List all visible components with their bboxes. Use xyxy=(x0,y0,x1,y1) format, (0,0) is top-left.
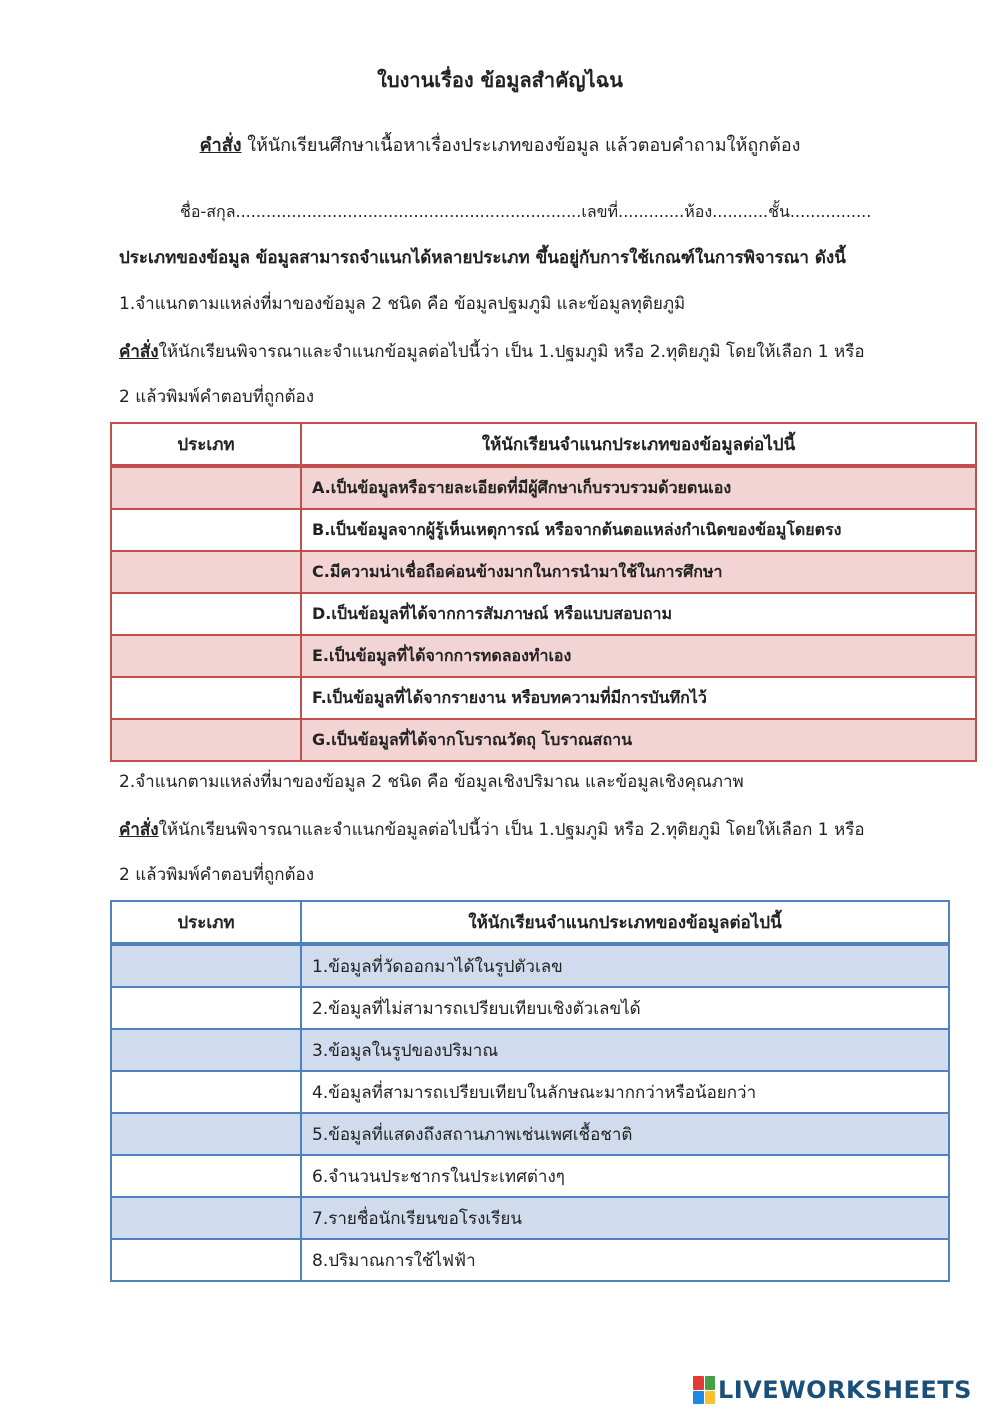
statement-cell: 4.ข้อมูลที่สามารถเปรียบเทียบในลักษณะมากกว่าหรือน้อยกว่า xyxy=(301,1071,949,1113)
statement-cell: 8.ปริมาณการใช้ไฟฟ้า xyxy=(301,1239,949,1281)
table-row xyxy=(111,635,976,677)
statement-cell: A.เป็นข้อมูลหรือรายละเอียดที่มีผู้ศึกษาเก็บรวบรวมด้วยตนเอง xyxy=(301,466,976,509)
answer-input-d[interactable] xyxy=(111,593,301,635)
table-row xyxy=(111,1113,949,1155)
col-header-type: ประเภท xyxy=(111,423,301,466)
col-header-description: ให้นักเรียนจำแนกประเภทของข้อมูลต่อไปนี้ xyxy=(301,423,976,466)
section1-instruction-cont: 2 แล้วพิมพ์คำตอบที่ถูกต้อง xyxy=(119,387,315,407)
table-header-row xyxy=(111,423,976,466)
answer-input-b[interactable] xyxy=(111,509,301,551)
statement-cell: D.เป็นข้อมูลที่ได้จากการสัมภาษณ์ หรือแบบสอบถาม xyxy=(301,593,976,635)
answer-input-4[interactable] xyxy=(111,1071,301,1113)
table-row xyxy=(111,466,976,509)
answer-input-5[interactable] xyxy=(111,1113,301,1155)
statement-cell: 7.รายชื่อนักเรียนขอโรงเรียน xyxy=(301,1197,949,1239)
answer-input-7[interactable] xyxy=(111,1197,301,1239)
statement-cell: 2.ข้อมูลที่ไม่สามารถเปรียบเทียบเชิงตัวเลขได้ xyxy=(301,987,949,1029)
section2-instruction-label: คำสั่ง xyxy=(119,820,159,840)
worksheet-title: ใบงานเรื่อง ข้อมูลสำคัญไฉน xyxy=(377,68,623,92)
section2-instruction xyxy=(119,816,865,843)
table-row xyxy=(111,1029,949,1071)
statement-cell: E.เป็นข้อมูลที่ได้จากการทดลองทำเอง xyxy=(301,635,976,677)
table-row xyxy=(111,944,949,987)
statement-cell: 6.จำนวนประชากรในประเทศต่างๆ xyxy=(301,1155,949,1197)
answer-input-g[interactable] xyxy=(111,719,301,761)
classification-table-1 xyxy=(110,422,977,762)
table-row xyxy=(111,593,976,635)
statement-cell: 3.ข้อมูลในรูปของปริมาณ xyxy=(301,1029,949,1071)
liveworksheets-brand-text: LIVEWORKSHEETS xyxy=(718,1376,972,1404)
section1-instruction-text: ให้นักเรียนพิจารณาและจำแนกข้อมูลต่อไปนี้ว่า เป็น 1.ปฐมภูมิ หรือ 2.ทุติยภูมิ โดยให้เลือก 1 หรือ xyxy=(158,342,865,362)
col-header-type: ประเภท xyxy=(111,901,301,944)
data-types-heading: ประเภทของข้อมูล ข้อมูลสามารถจำแนกได้หลายประเภท ขึ้นอยู่กับการใช้เกณฑ์ในการพิจารณา ดังนี้ xyxy=(119,248,846,268)
answer-input-f[interactable] xyxy=(111,677,301,719)
table-row xyxy=(111,1197,949,1239)
table-row xyxy=(111,551,976,593)
table-row xyxy=(111,719,976,761)
statement-cell: B.เป็นข้อมูลจากผู้รู้เห็นเหตุการณ์ หรือจากต้นตอแหล่งกำเนิดของข้อมูโดยตรง xyxy=(301,509,976,551)
table-row xyxy=(111,677,976,719)
answer-input-a[interactable] xyxy=(111,466,301,509)
statement-cell: F.เป็นข้อมูลที่ได้จากรายงาน หรือบทความที่มีการบันทึกไว้ xyxy=(301,677,976,719)
table-row xyxy=(111,987,949,1029)
statement-cell: C.มีความน่าเชื่อถือค่อนข้างมากในการนำมาใช้ในการศึกษา xyxy=(301,551,976,593)
instruction-label: คำสั่ง xyxy=(199,135,242,156)
table-row xyxy=(111,509,976,551)
statement-cell: 5.ข้อมูลที่แสดงถึงสถานภาพเช่นเพศเชื้อชาติ xyxy=(301,1113,949,1155)
section1-intro: 1.จำแนกตามแหล่งที่มาของข้อมูล 2 ชนิด คือ ข้อมูลปฐมภูมิ และข้อมูลทุติยภูมิ xyxy=(119,294,686,314)
instruction-text: ให้นักเรียนศึกษาเนื้อหาเรื่องประเภทของข้อมูล แล้วตอบคำถามให้ถูกต้อง xyxy=(241,135,801,156)
table-row xyxy=(111,1071,949,1113)
statement-cell: 1.ข้อมูลที่วัดออกมาได้ในรูปตัวเลข xyxy=(301,944,949,987)
student-info-line: ชื่อ-สกุล....................................................................เลขที่.............ห้อง...........ชั้น................ xyxy=(180,202,872,221)
answer-input-e[interactable] xyxy=(111,635,301,677)
section1-instruction-label: คำสั่ง xyxy=(119,342,159,362)
section2-intro: 2.จำแนกตามแหล่งที่มาของข้อมูล 2 ชนิด คือ ข้อมูลเชิงปริมาณ และข้อมูลเชิงคุณภาพ xyxy=(119,772,744,792)
section2-instruction-cont: 2 แล้วพิมพ์คำตอบที่ถูกต้อง xyxy=(119,865,315,885)
statement-cell: G.เป็นข้อมูลที่ได้จากโบราณวัตถุ โบราณสถาน xyxy=(301,719,976,761)
answer-input-6[interactable] xyxy=(111,1155,301,1197)
table-row xyxy=(111,1239,949,1281)
answer-input-2[interactable] xyxy=(111,987,301,1029)
answer-input-3[interactable] xyxy=(111,1029,301,1071)
section1-instruction xyxy=(119,338,865,365)
liveworksheets-logo-icon xyxy=(693,1376,715,1404)
main-instruction xyxy=(0,130,1000,159)
answer-input-1[interactable] xyxy=(111,944,301,987)
liveworksheets-logo xyxy=(693,1374,972,1406)
col-header-description: ให้นักเรียนจำแนกประเภทของข้อมูลต่อไปนี้ xyxy=(301,901,949,944)
answer-input-c[interactable] xyxy=(111,551,301,593)
answer-input-8[interactable] xyxy=(111,1239,301,1281)
section2-instruction-text: ให้นักเรียนพิจารณาและจำแนกข้อมูลต่อไปนี้ว่า เป็น 1.ปฐมภูมิ หรือ 2.ทุติยภูมิ โดยให้เลือก 1 หรือ xyxy=(158,820,865,840)
table-row xyxy=(111,1155,949,1197)
classification-table-2 xyxy=(110,900,950,1282)
table-header-row xyxy=(111,901,949,944)
